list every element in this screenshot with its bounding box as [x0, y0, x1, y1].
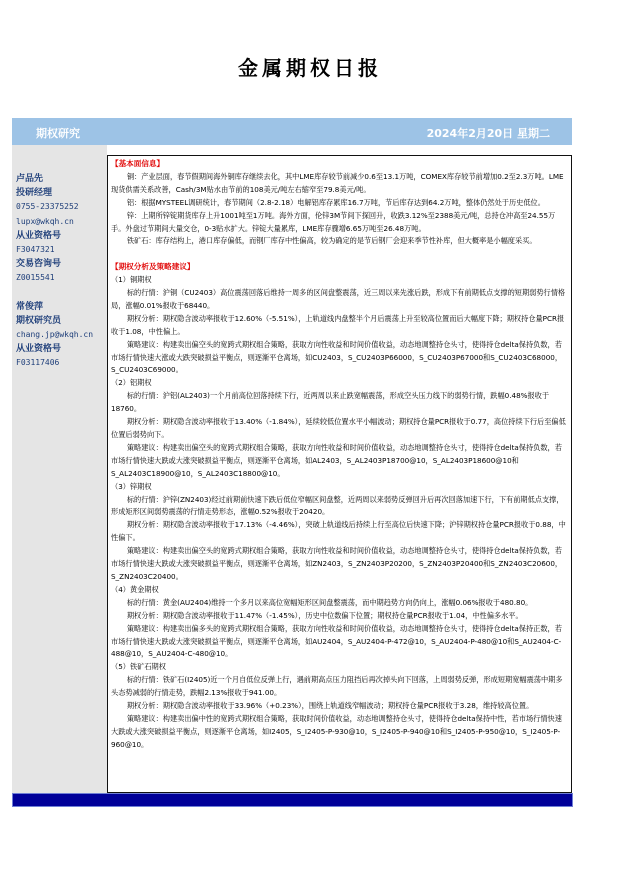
- fundamentals-heading: 【基本面信息】: [111, 159, 165, 168]
- author-cert: F3047321: [16, 245, 55, 255]
- header-band: [12, 118, 572, 145]
- zinc-market: 标的行情：沪锌(ZN2403)经过前期前快速下跌后低位窄幅区间盘整，近两周以来弱势反弹回升后再次回落加速下行，下有前期低点支撑，形成矩形区间弱势震荡的行情走势形态，涨幅0.52%报收于20420。: [111, 494, 564, 517]
- author-advisory-label: 交易咨询号: [16, 259, 62, 270]
- iron-ore-market: 标的行情：铁矿石(I2405)近一个月自低位反弹上行，遇前期高点压力阻挡后再次掉头向下回落，上周弱势反弹，形成短期宽幅震荡中期多头态势减弱的行情走势，跌幅2.13%报收于941.00。: [111, 675, 563, 698]
- author-advisory: Z0015541: [16, 273, 55, 283]
- author-email[interactable]: lupx@wkqh.cn: [16, 216, 74, 226]
- aluminum-option: 期权分析：期权隐含波动率报收于13.40%（-1.84%），延续较低位置水平小幅波动；期权持仓量PCR报收于0.77，高位持续下行后至偏低位置后弱势向下。: [111, 417, 566, 440]
- zinc-option: 期权分析：期权隐含波动率报收于17.13%（-4.46%），突破上轨道线后持续上行至高位后快速下降；沪锌期权持仓量PCR报收于0.88，中性偏下。: [111, 520, 566, 543]
- fundamentals-aluminum: 铝：根据MYSTEEL调研统计，春节期间（2.8-2.18）电解铝库存累库16.7万吨，节后库存达到64.2万吨，整体仍然处于历史低位。: [126, 197, 545, 207]
- spacer: [111, 248, 568, 261]
- author-role: 投研经理: [16, 188, 53, 199]
- fundamentals-zinc: 锌：上期所锌锭期货库存上升1001吨至1万吨。海外方面，伦锌3M节间下探回升，收跌3.12%至2388美元/吨，总持仓冲高至24.55万手。外盘过节期间大量交仓，0-3贴水扩大。锌锭大量累库，LME库存骤增6.65万吨至26.48万吨。: [111, 210, 556, 233]
- fundamentals-iron-ore: 铁矿石：库存结构上，港口库存偏低，而钢厂库存中性偏高，较为确定的是节后钢厂会迎来季节性补库，但大概率是小幅度采买。: [126, 236, 537, 246]
- author-cert: F03117406: [16, 358, 60, 368]
- gold-option: 期权分析：期权隐含波动率报收于11.47%（-1.45%），历史中位数偏下位置；期权持仓量PCR报收于1.04，中性偏多水平。: [126, 610, 523, 620]
- iron-ore-strategy: 策略建议：构建卖出偏中性的宽跨式期权组合策略，获取时间价值收益，动态地调整持仓头寸，使得持仓delta保持中性，若市场行情快速大跌或大涨突破损益平衡点，则逐渐平仓离场，如I2405，S_I2405-P-930@10，S_I2405-P-940@10和S_I2405-P-950@10，S_I2405-P-960@10。: [111, 713, 562, 749]
- section-title-zinc: （3）锌期权: [111, 481, 152, 491]
- analysis-heading: 【期权分析及策略建议】: [111, 262, 195, 272]
- author-phone: 0755-23375252: [16, 202, 79, 212]
- copper-option: 期权分析：期权隐含波动率报收于12.60%（-5.51%），上轨道线内盘整半个月后震荡上升至较高位置而后大幅度下降；期权持仓量PCR报收于1.08，中性偏上。: [111, 313, 565, 336]
- author-cert-label: 从业资格号: [16, 230, 62, 241]
- section-label: 期权研究: [36, 127, 80, 140]
- gold-market: 标的行情：黄金(AU2404)维持一个多月以来高位宽幅矩形区间盘整震荡，而中期趋势方向仍向上，涨幅0.06%报收于480.80。: [126, 597, 533, 607]
- zinc-strategy: 策略建议：构建卖出偏空头的宽跨式期权组合策略，获取方向性收益和时间价值收益，动态地调整持仓头寸，使得持仓delta保持负数，若市场行情快速大跌或大涨突破损益平衡点，则逐渐平仓离场，如ZN2403，S_ZN2403P20200，S_ZN2403P20400和S_ZN2403C20600，S_ZN2403C20400。: [111, 546, 563, 581]
- author-cert-label: 从业资格号: [16, 344, 62, 355]
- author-role: 期权研究员: [16, 315, 62, 326]
- footer-bar: [12, 793, 573, 807]
- author-list: [16, 172, 106, 371]
- section-title-aluminum: （2）铝期权: [111, 378, 152, 388]
- iron-ore-option: 期权分析：期权隐含波动率报收于33.96%（+0.23%），围绕上轨道线窄幅波动；期权持仓量PCR报收于3.28，维持较高位置。: [126, 701, 534, 711]
- report-title: 金属期权日报: [238, 56, 382, 80]
- section-title-copper: （1）铜期权: [111, 275, 152, 285]
- report-date: 2024年2月20日 星期二: [426, 127, 550, 140]
- report-content: [107, 155, 572, 793]
- author-name: 常俊萍: [16, 301, 44, 312]
- section-title-gold: （4）黄金期权: [111, 584, 159, 594]
- gold-strategy: 策略建议：构建卖出偏多头的宽跨式期权组合策略，获取方向性收益和时间价值收益，动态地调整持仓头寸，使得持仓delta保持正数，若市场行情快速大跌或大涨突破损益平衡点，则逐渐平仓离场，如AU2404，S_AU2404-P-472@10，S_AU2404-P-480@10和S_AU2404-C-488@10，S_AU2404-C-480@10。: [111, 623, 562, 659]
- section-title-iron-ore: （5）铁矿石期权: [111, 662, 166, 672]
- copper-strategy: 策略建议：构建卖出偏空头的宽跨式期权组合策略，获取方向性收益和时间价值收益，动态地调整持仓头寸，使得持仓delta保持负数，若市场行情快速大涨或大跌突破损益平衡点，则逐渐平仓离场，如CU2403，S_CU2403P66000，S_CU2403P67000和S_CU2403C68000，S_CU2403C69000。: [111, 339, 563, 375]
- aluminum-market: 标的行情：沪铝(AL2403)一个月前高位回落持续下行，近两周以来止跌宽幅震荡，形成空头压力线下的弱势行情，跌幅0.48%报收于18760。: [111, 391, 550, 414]
- aluminum-strategy: 策略建议：构建卖出偏空头的宽跨式期权组合策略，获取方向性收益和时间价值收益，动态地调整持仓头寸，使得持仓delta保持负数，若市场行情快速大跌或大涨突破损益平衡点，则逐渐平仓离场，如AL2403，S_AL2403P18700@10，S_AL2403P18600@10和S_AL2403C18900@10，S_AL2403C18800@10。: [111, 442, 562, 478]
- author-email[interactable]: chang.jp@wkqh.cn: [16, 330, 94, 340]
- fundamentals-copper: 铜：产业层面，春节假期间海外铜库存继续去化，其中LME库存较节前减少0.6至13.1万吨，COMEX库存较节前增加0.2至2.3万吨。LME现货供需关系改善，Cash/3M贴水由节前的108美元/吨左右缩窄至79.8美元/吨。: [111, 171, 564, 194]
- author-name: 卢品先: [16, 174, 44, 184]
- copper-market: 标的行情：沪铜（CU2403）高位震荡回落后维持一周多的区间盘整震荡，近三周以来先涨后跌，形成下有前期低点支撑的短期弱势行情格局，涨幅0.01%报收于68440。: [111, 288, 566, 310]
